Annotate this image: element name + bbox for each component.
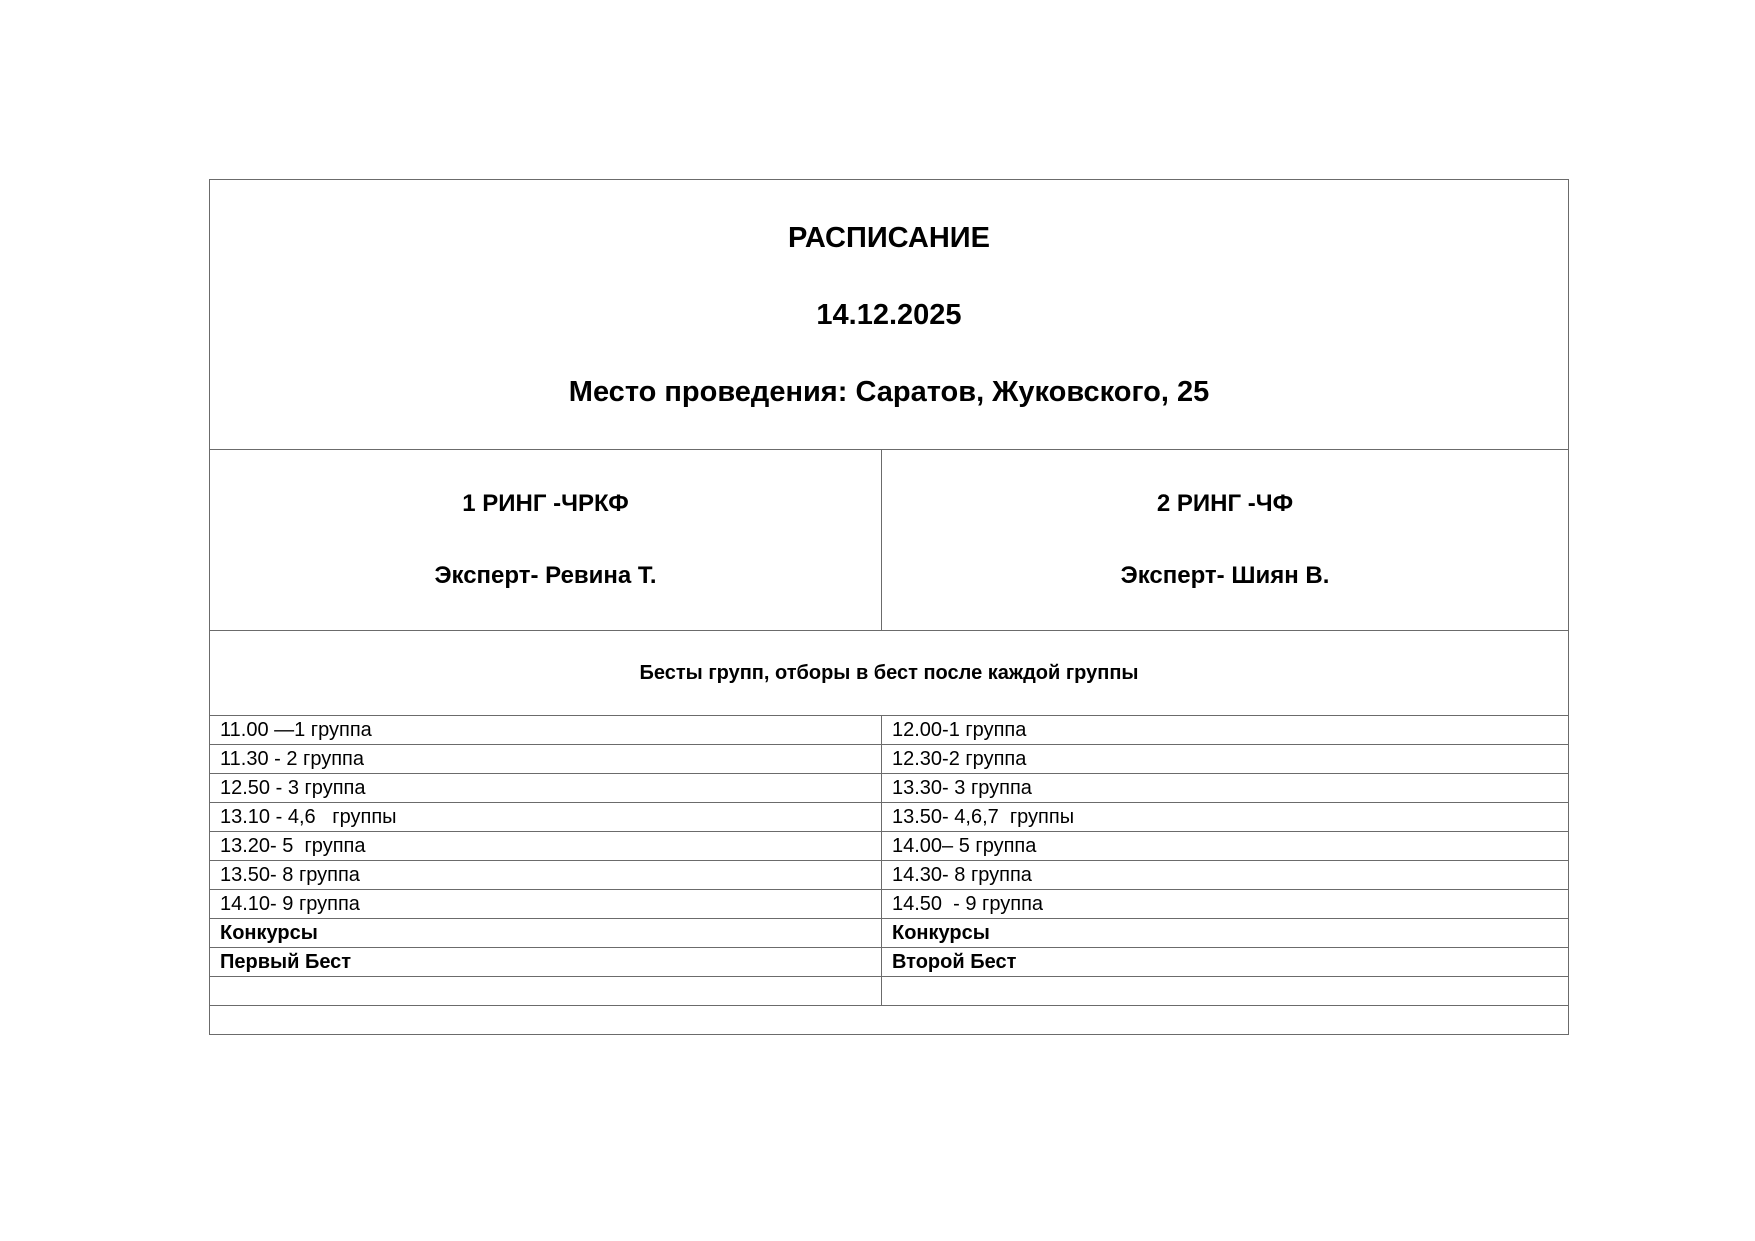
event-date: 14.12.2025 [816,299,962,331]
schedule-rows [210,716,1569,1006]
schedule-cell-left [210,977,882,1006]
schedule-cell-right: 14.30- 8 группа [882,861,1569,890]
schedule-cell-left: Первый Бест [210,948,882,977]
empty-row [210,1006,1569,1035]
trailing-rows [210,1006,1569,1035]
header-row [210,180,1569,450]
ring-1-cell [210,450,882,631]
schedule-cell-right: 12.00-1 группа [882,716,1569,745]
ring-1-name: 1 РИНГ -ЧРКФ [462,490,629,517]
schedule-note: Бесты групп, отборы в бест после каждой группы [210,631,1569,716]
schedule-cell-left: 13.50- 8 группа [210,861,882,890]
table-row [210,977,1569,1006]
schedule-table-body [210,180,1569,716]
empty-cell [210,1006,1569,1035]
table-row [210,774,1569,803]
event-venue: Место проведения: Саратов, Жуковского, 25 [568,376,1210,408]
schedule-cell-right: 12.30-2 группа [882,745,1569,774]
schedule-cell-left: 13.20- 5 группа [210,832,882,861]
page-title: РАСПИСАНИЕ [788,222,990,254]
note-row [210,631,1569,716]
table-row [210,861,1569,890]
table-row [210,716,1569,745]
schedule-cell-left: 13.10 - 4,6 группы [210,803,882,832]
table-row [210,919,1569,948]
ring-2-expert: Эксперт- Шиян В. [1120,562,1330,589]
rings-row [210,450,1569,631]
schedule-cell-left: 12.50 - 3 группа [210,774,882,803]
schedule-cell-right [882,977,1569,1006]
schedule-cell-right: Конкурсы [882,919,1569,948]
ring-2-cell [882,450,1569,631]
schedule-cell-left: Конкурсы [210,919,882,948]
schedule-cell-right: 13.50- 4,6,7 группы [882,803,1569,832]
ring-2-name: 2 РИНГ -ЧФ [1156,490,1294,517]
table-row [210,803,1569,832]
table-row [210,832,1569,861]
schedule-table [209,179,1569,1035]
ring-1-expert: Эксперт- Ревина Т. [434,562,657,589]
table-row [210,890,1569,919]
schedule-cell-right: 14.00– 5 группа [882,832,1569,861]
header-cell [210,180,1569,450]
schedule-cell-left: 14.10- 9 группа [210,890,882,919]
schedule-cell-right: 14.50 - 9 группа [882,890,1569,919]
schedule-cell-right: 13.30- 3 группа [882,774,1569,803]
schedule-cell-left: 11.30 - 2 группа [210,745,882,774]
table-row [210,948,1569,977]
table-row [210,745,1569,774]
schedule-cell-left: 11.00 —1 группа [210,716,882,745]
schedule-cell-right: Второй Бест [882,948,1569,977]
